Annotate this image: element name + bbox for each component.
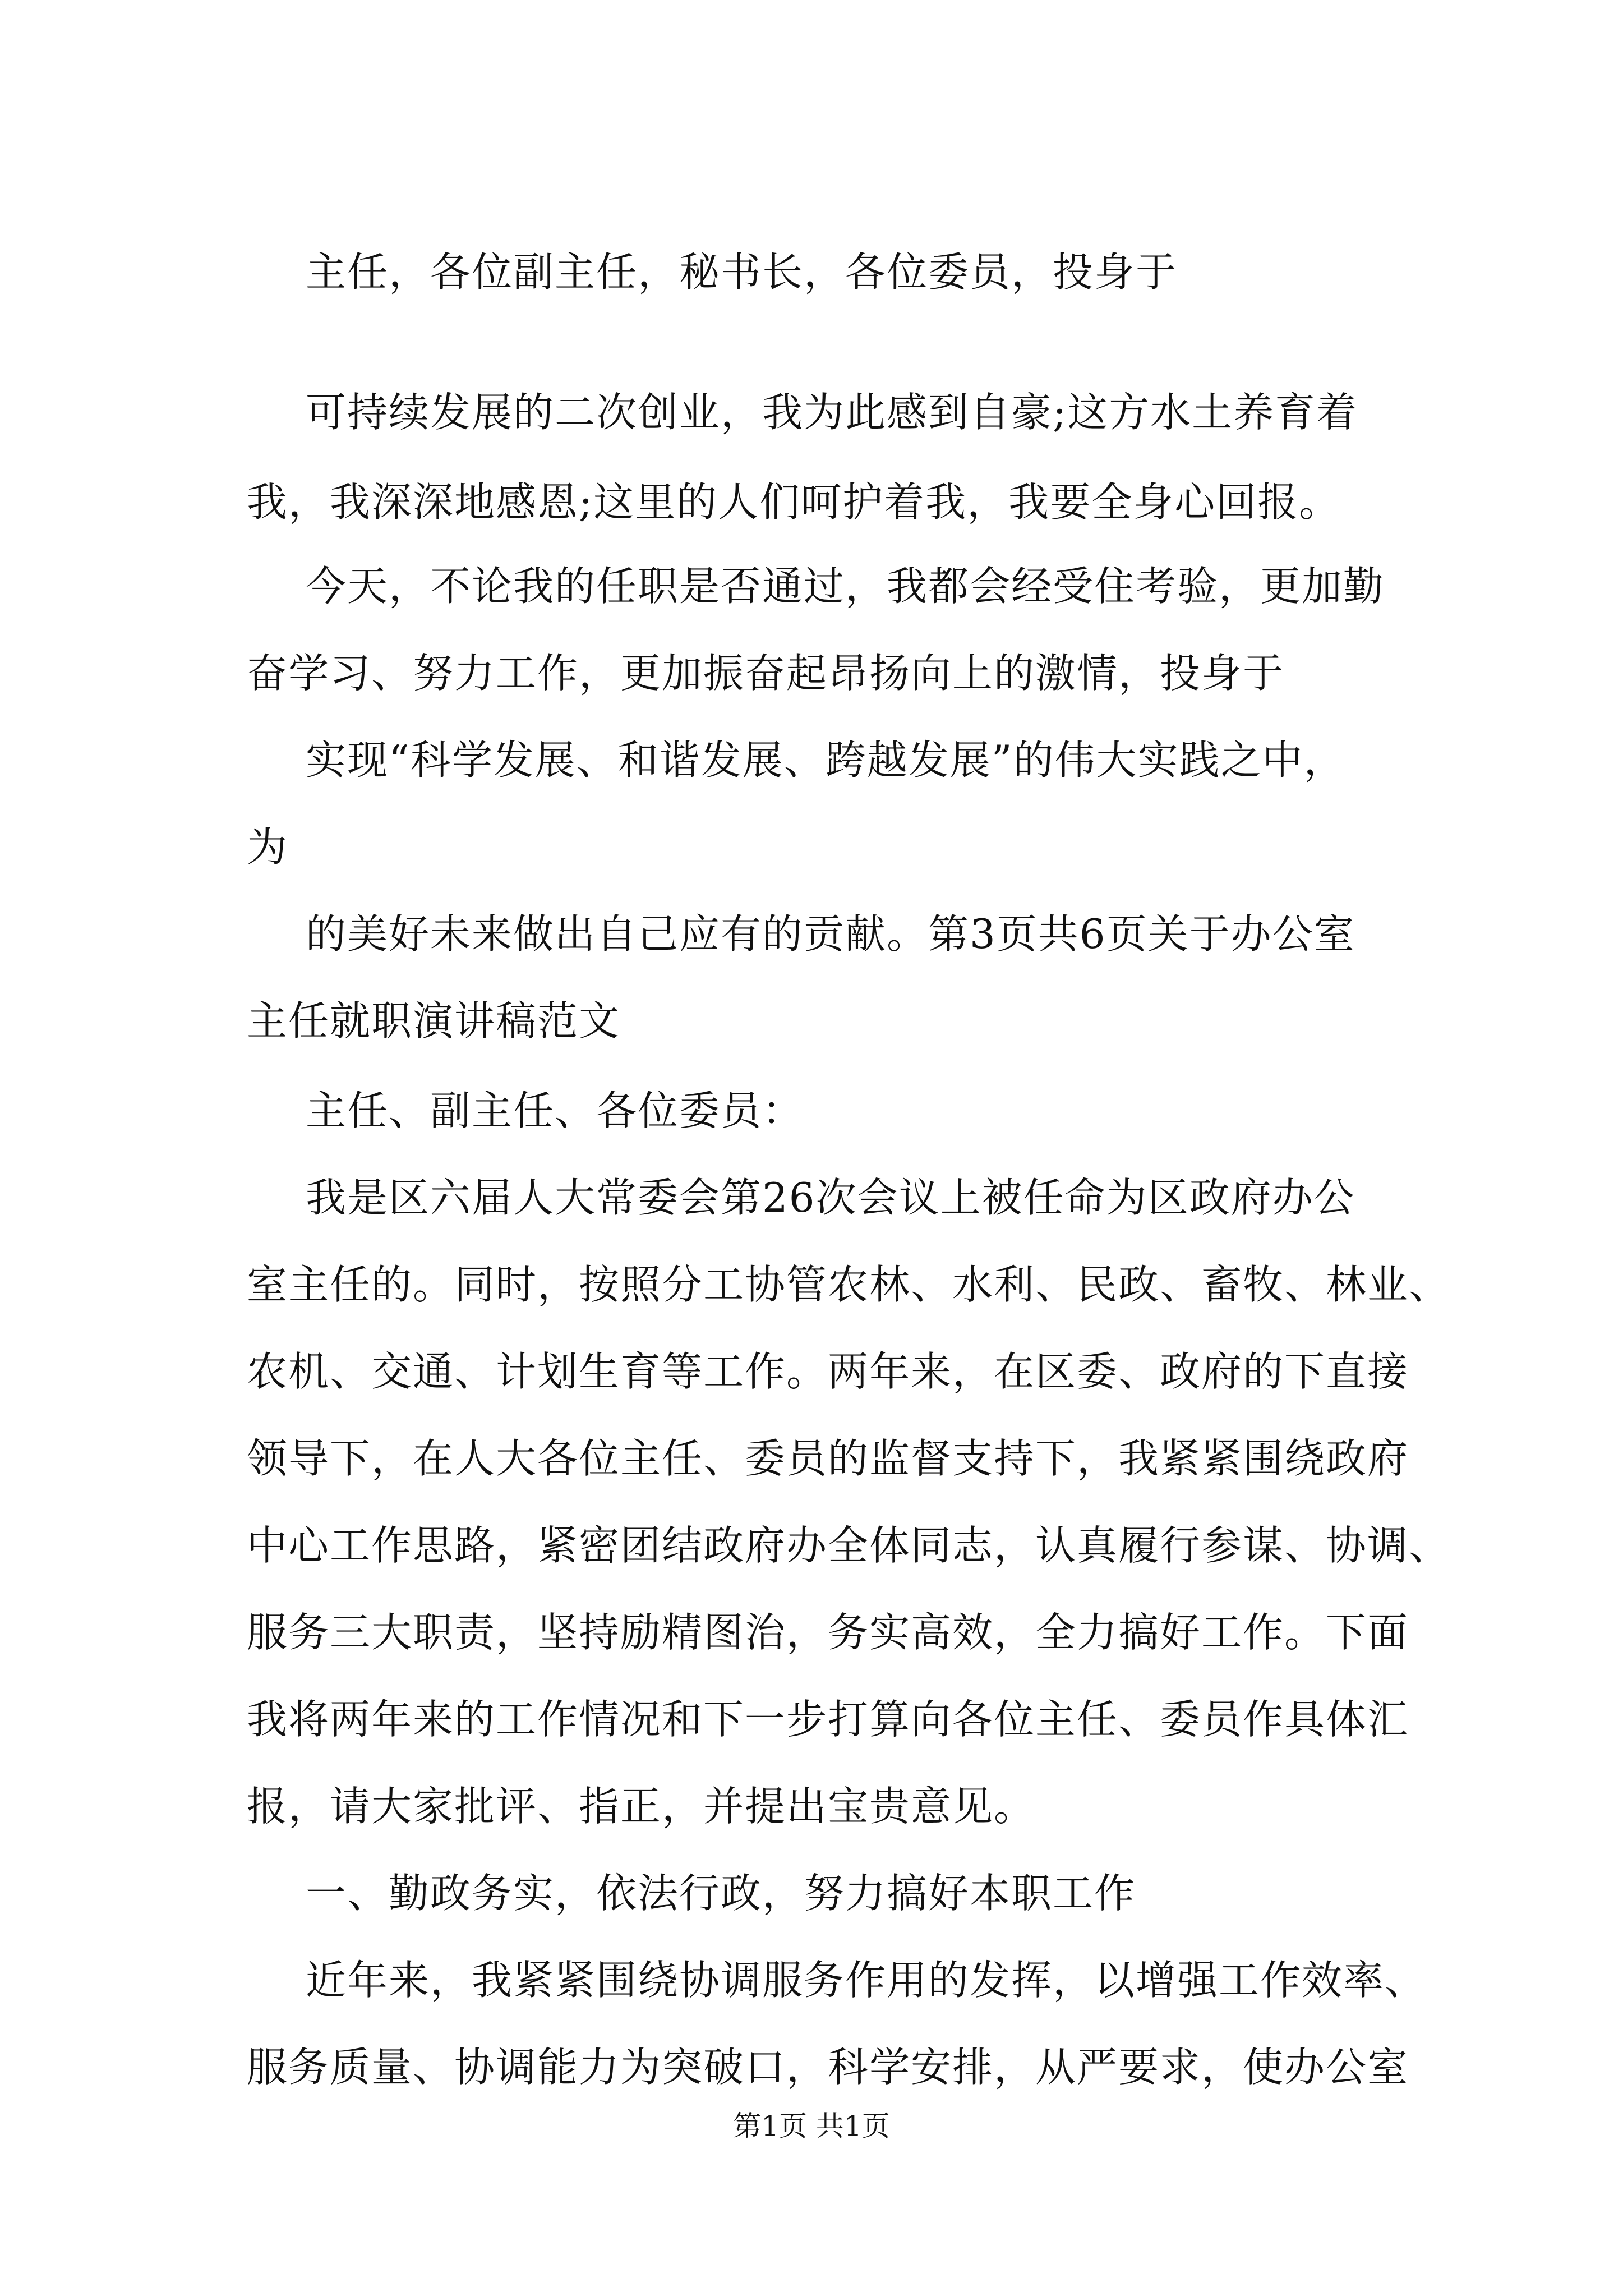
text-line-19: 一、勤政务实，依法行政，努力搞好本职工作: [306, 1870, 1136, 1917]
text-line-16: 服务三大职责，坚持励精图治，务实高效，全力搞好工作。下面: [247, 1609, 1409, 1656]
text-line-15: 中心工作思路，紧密团结政府办全体同志，认真履行参谋、协调、: [247, 1522, 1451, 1569]
text-line-9: 主任就职演讲稿范文: [247, 997, 621, 1045]
text-line-3: 我，我深深地感恩;这里的人们呵护着我，我要全身心回报。: [247, 478, 1341, 526]
text-line-8: 的美好未来做出自己应有的贡献。第3页共6页关于办公室: [306, 910, 1355, 958]
text-line-7: 为: [247, 823, 289, 871]
text-line-10: 主任、副主任、各位委员：: [306, 1087, 804, 1134]
text-line-1: 主任，各位副主任，秘书长，各位委员，投身于: [306, 249, 1178, 296]
text-line-6: 实现“科学发展、和谐发展、跨越发展”的伟大实践之中，: [306, 737, 1345, 784]
text-line-2: 可持续发展的二次创业，我为此感到自豪;这方水土养育着: [306, 389, 1358, 436]
text-line-4: 今天，不论我的任职是否通过，我都会经受住考验，更加勤: [306, 563, 1385, 610]
text-line-21: 服务质量、协调能力为突破口，科学安排，从严要求，使办公室: [247, 2044, 1409, 2091]
text-line-5: 奋学习、努力工作，更加振奋起昂扬向上的激情，投身于: [247, 650, 1285, 697]
text-line-18: 报，请大家批评、指正，并提出宝贵意见。: [247, 1783, 1036, 1830]
text-line-13: 农机、交通、计划生育等工作。两年来，在区委、政府的下直接: [247, 1348, 1409, 1395]
text-line-11: 我是区六届人大常委会第26次会议上被任命为区政府办公: [306, 1174, 1355, 1221]
text-line-17: 我将两年来的工作情况和下一步打算向各位主任、委员作具体汇: [247, 1696, 1409, 1743]
text-line-12: 室主任的。同时，按照分工协管农林、水利、民政、畜牧、林业、: [247, 1261, 1451, 1308]
text-line-20: 近年来，我紧紧围绕协调服务作用的发挥，以增强工作效率、: [306, 1957, 1427, 2004]
page-footer: 第1页 共1页: [733, 2110, 890, 2142]
text-line-14: 领导下，在人大各位主任、委员的监督支持下，我紧紧围绕政府: [247, 1435, 1409, 1482]
